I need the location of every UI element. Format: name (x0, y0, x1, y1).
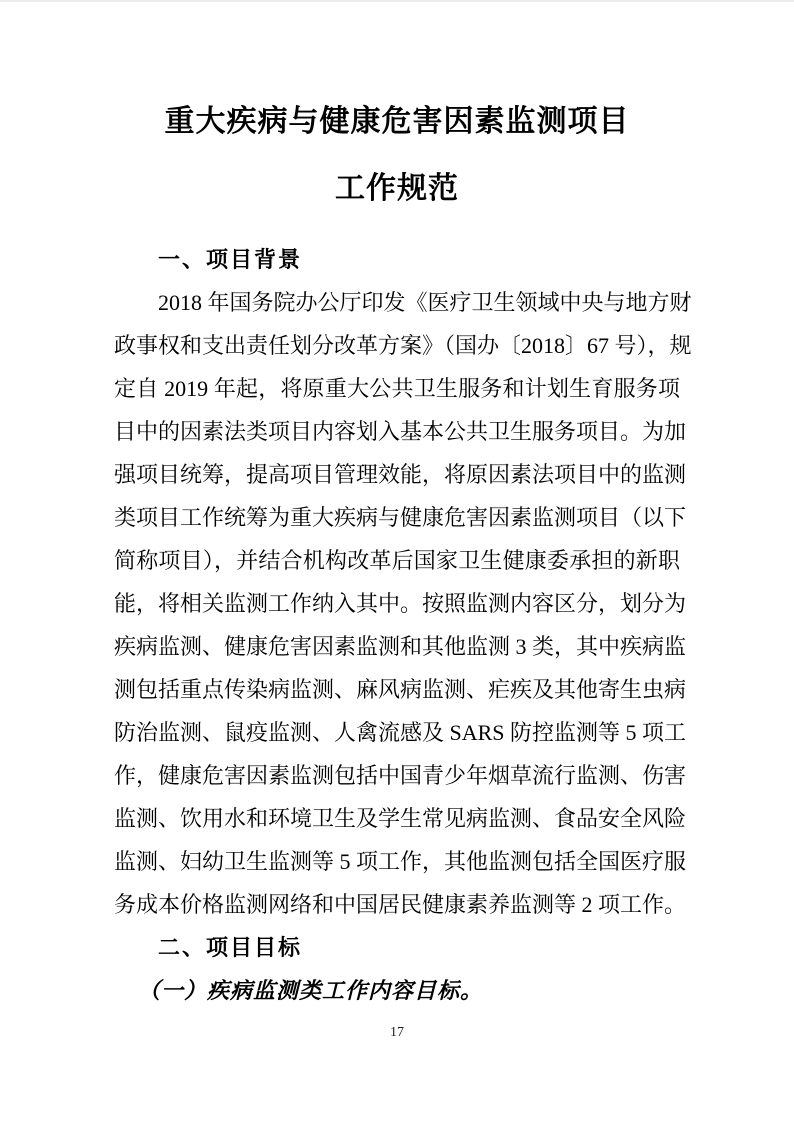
document-body (114, 238, 692, 1012)
paragraph-line: 类项目工作统筹为重大疾病与健康危害因素监测项目（以下 (114, 505, 687, 530)
paragraph-line: 2018 年国务院办公厅印发《医疗卫生领域中央与地方财 (158, 290, 692, 315)
paragraph-line: 疾病监测、健康危害因素监测和其他监测 3 类，其中疾病监 (114, 634, 687, 659)
paragraph-line: 防治监测、鼠疫监测、人禽流感及 SARS 防控监测等 5 项工 (114, 720, 687, 745)
paragraph-line: 强项目统筹，提高项目管理效能，将原因素法项目中的监测 (114, 462, 687, 487)
paragraph-line: 监测、饮用水和环境卫生及学生常见病监测、食品安全风险 (114, 806, 687, 831)
page-number: 17 (390, 1025, 404, 1040)
paragraph-line: 政事权和支出责任划分改革方案》（国办〔2018〕67 号），规 (114, 333, 692, 358)
paragraph-line: 测包括重点传染病监测、麻风病监测、疟疾及其他寄生虫病 (114, 677, 687, 702)
paragraph-line: 定自 2019 年起，将原重大公共卫生服务和计划生育服务项 (114, 376, 680, 401)
paragraph-line: 简称项目），并结合机构改革后国家卫生健康委承担的新职 (114, 548, 680, 573)
paragraph-line: 监测、妇幼卫生监测等 5 项工作，其他监测包括全国医疗服 (114, 849, 687, 874)
document-title-line2: 工作规范 (335, 172, 459, 205)
section-heading-goals: 二、项目目标 (158, 935, 303, 960)
paragraph-line: 能，将相关监测工作纳入其中。按照监测内容区分，划分为 (114, 591, 687, 616)
document-title-line1: 重大疾病与健康危害因素监测项目 (164, 105, 630, 138)
subsection-heading-disease-monitoring: （一）疾病监测类工作内容目标。 (138, 978, 484, 1003)
paragraph-line: 务成本价格监测网络和中国居民健康素养监测等 2 项工作。 (114, 892, 687, 917)
paragraph-line: 目中的因素法类项目内容划入基本公共卫生服务项目。为加 (114, 419, 687, 444)
paragraph-line: 作，健康危害因素监测包括中国青少年烟草流行监测、伤害 (114, 763, 687, 788)
section-heading-background: 一、项目背景 (158, 247, 303, 272)
